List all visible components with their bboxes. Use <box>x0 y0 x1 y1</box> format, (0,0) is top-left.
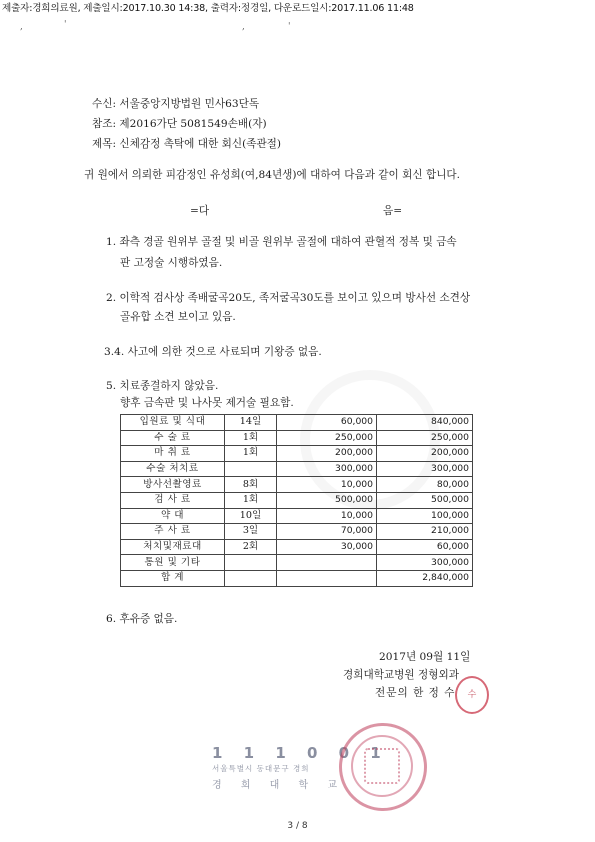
fee-unit-price-cell <box>277 570 377 586</box>
eum-heading: 음= <box>383 205 403 217</box>
fee-item-cell: 수 술 료 <box>121 430 225 446</box>
fee-unit-price-cell: 250,000 <box>277 430 377 446</box>
table-row <box>121 492 473 508</box>
scan-mark: ' <box>288 22 291 32</box>
item-1-line-2: 판 고정술 시행하였음. <box>120 257 223 269</box>
fee-count-cell <box>225 570 277 586</box>
table-row <box>121 415 473 431</box>
table-row <box>121 508 473 524</box>
da-heading: =다 <box>190 205 210 217</box>
stamp-institution: 경 희 대 학 교 <box>212 780 346 791</box>
fee-item-cell: 주 사 료 <box>121 524 225 540</box>
reference-line: 참조: 제2016가단 5081549손배(자) <box>92 118 267 130</box>
fee-item-cell: 통원 및 기타 <box>121 555 225 571</box>
page-number: 3 / 8 <box>287 821 308 831</box>
fee-amount-cell: 500,000 <box>377 492 473 508</box>
fee-count-cell: 3일 <box>225 524 277 540</box>
fee-count-cell: 8회 <box>225 477 277 493</box>
fee-count-cell: 14일 <box>225 415 277 431</box>
fee-item-cell: 약 대 <box>121 508 225 524</box>
fee-amount-cell: 200,000 <box>377 446 473 462</box>
intro-paragraph: 귀 원에서 의뢰한 피감정인 유성희(여,84년생)에 대하여 다음과 같이 회신 합니다. <box>84 169 461 181</box>
item-5-line-2: 향후 금속판 및 나사못 제거술 필요함. <box>120 397 294 409</box>
stamp-address: 서울특별시 동대문구 경희 <box>212 764 310 773</box>
fee-count-cell: 1회 <box>225 446 277 462</box>
signature-doctor: 전문의 한 정 수 <box>375 687 456 699</box>
fee-unit-price-cell: 30,000 <box>277 539 377 555</box>
fee-item-cell: 마 취 료 <box>121 446 225 462</box>
fee-amount-cell: 100,000 <box>377 508 473 524</box>
fee-unit-price-cell: 500,000 <box>277 492 377 508</box>
fee-item-cell: 입원료 및 식대 <box>121 415 225 431</box>
fee-amount-cell: 300,000 <box>377 461 473 477</box>
fee-amount-cell: 2,840,000 <box>377 570 473 586</box>
fee-item-cell: 합 계 <box>121 570 225 586</box>
doctor-seal-icon: 수 <box>455 676 489 714</box>
item-1-line-1: 1. 좌측 경골 원위부 골절 및 비골 원위부 골절에 대하여 관혈적 정복 및 금속 <box>106 236 457 248</box>
fee-unit-price-cell: 200,000 <box>277 446 377 462</box>
table-row <box>121 555 473 571</box>
fee-count-cell: 10일 <box>225 508 277 524</box>
hospital-seal-core <box>364 748 400 784</box>
fee-amount-cell: 80,000 <box>377 477 473 493</box>
fee-unit-price-cell: 60,000 <box>277 415 377 431</box>
table-row <box>121 524 473 540</box>
table-row <box>121 461 473 477</box>
scan-mark: , <box>242 22 245 32</box>
fee-count-cell: 1회 <box>225 430 277 446</box>
item-3-4: 3.4. 사고에 의한 것으로 사료되며 기왕증 없음. <box>104 346 322 358</box>
stamp-number: 1 1 1 0 0 1 <box>212 744 389 762</box>
submission-header: 제출자:경희의료원, 제출일시:2017.10.30 14:38, 출력자:정경일, 다운로드일시:2017.11.06 11:48 <box>2 3 414 14</box>
table-row <box>121 570 473 586</box>
fee-unit-price-cell <box>277 555 377 571</box>
scan-mark: , <box>20 22 23 32</box>
scan-mark: ' <box>64 20 67 30</box>
fee-item-cell: 수술 처치료 <box>121 461 225 477</box>
fee-amount-cell: 60,000 <box>377 539 473 555</box>
fee-count-cell <box>225 461 277 477</box>
fee-unit-price-cell: 300,000 <box>277 461 377 477</box>
hospital-seal-icon <box>339 723 427 811</box>
fee-amount-cell: 210,000 <box>377 524 473 540</box>
subject-line: 제목: 신체감정 촉탁에 대한 회신(족관절) <box>92 138 282 150</box>
fee-amount-cell: 840,000 <box>377 415 473 431</box>
item-5-line-1: 5. 치료종결하지 않았음. <box>106 380 219 392</box>
table-row <box>121 477 473 493</box>
fee-item-cell: 검 사 료 <box>121 492 225 508</box>
fee-item-cell: 처치및재료대 <box>121 539 225 555</box>
fee-item-cell: 방사선촬영료 <box>121 477 225 493</box>
fee-unit-price-cell: 10,000 <box>277 477 377 493</box>
table-row <box>121 430 473 446</box>
fee-count-cell: 1회 <box>225 492 277 508</box>
item-2-line-2: 골유합 소견 보이고 있음. <box>120 311 236 323</box>
recipient-line: 수신: 서울중앙지방법원 민사63단독 <box>92 98 260 110</box>
fee-amount-cell: 250,000 <box>377 430 473 446</box>
fee-count-cell: 2회 <box>225 539 277 555</box>
item-6: 6. 후유증 없음. <box>106 613 178 625</box>
fee-table <box>120 414 473 587</box>
signature-date: 2017년 09월 11일 <box>379 651 471 663</box>
fee-unit-price-cell: 70,000 <box>277 524 377 540</box>
table-row <box>121 539 473 555</box>
table-row <box>121 446 473 462</box>
signature-hospital: 경희대학교병원 정형외과 <box>343 669 459 681</box>
fee-count-cell <box>225 555 277 571</box>
item-2-line-1: 2. 이학적 검사상 족배굴곡20도, 족저굴곡30도를 보이고 있으며 방사선 소견상 <box>106 292 471 304</box>
fee-unit-price-cell: 10,000 <box>277 508 377 524</box>
fee-amount-cell: 300,000 <box>377 555 473 571</box>
